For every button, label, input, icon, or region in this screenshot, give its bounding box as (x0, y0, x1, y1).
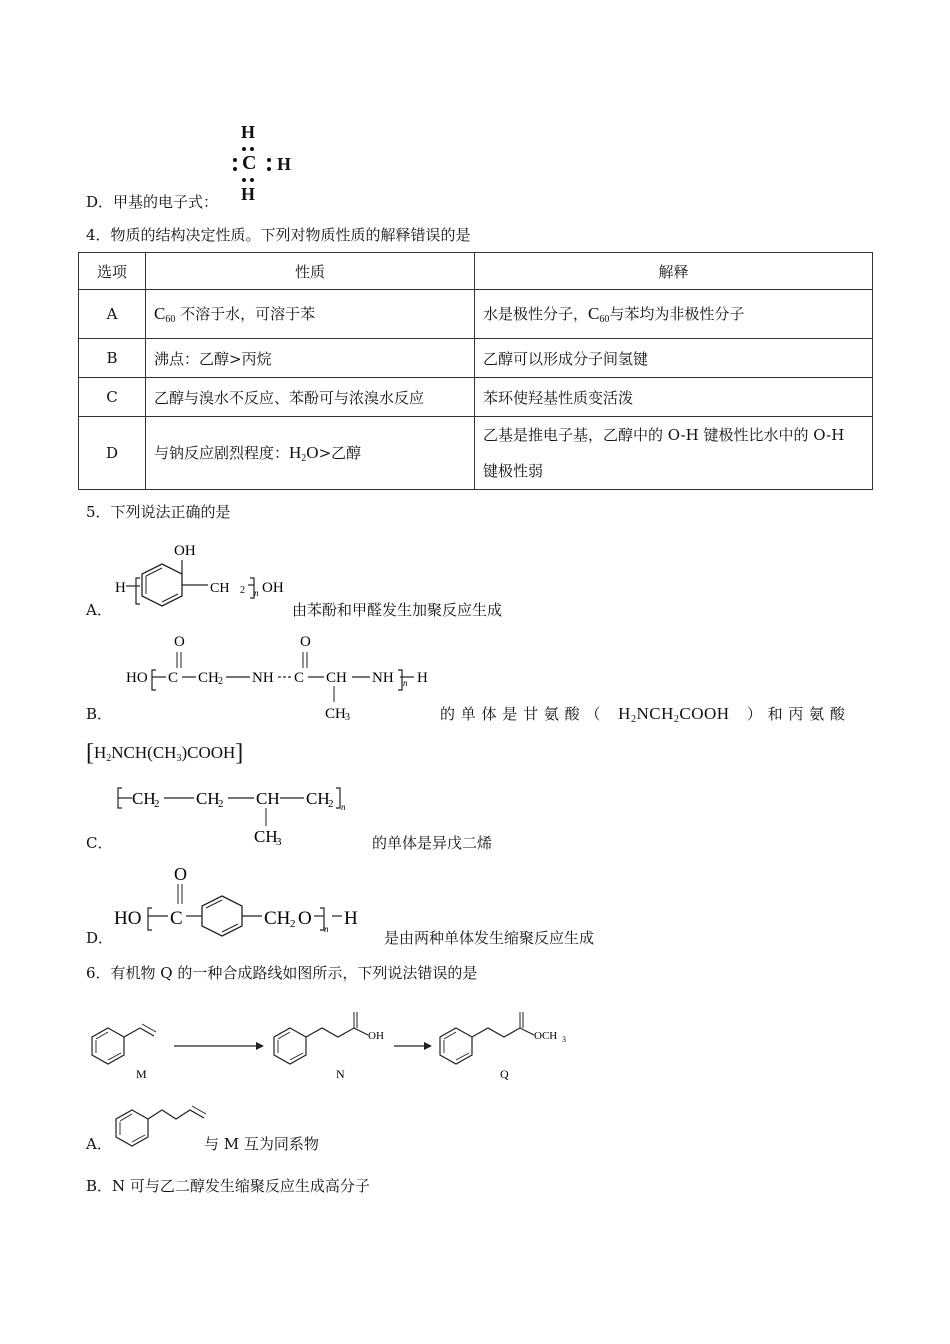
svg-text:n: n (403, 678, 408, 688)
svg-text:2: 2 (240, 585, 245, 596)
methyl-h-bottom: H (241, 184, 256, 204)
table-row (79, 339, 873, 378)
q5d-label: D． (86, 929, 114, 947)
table-row (79, 417, 873, 490)
explanation-cell: 乙醇可以形成分子间氢键 (475, 339, 873, 378)
q4-table (78, 252, 873, 490)
explanation-cell: 乙基是推电子基，乙醇中的 O-H 键极性比水中的 O-H 键极性弱 (475, 417, 873, 490)
methyl-h-right: H (277, 154, 292, 174)
svg-text:CH: CH (132, 789, 156, 808)
svg-text:CH: CH (210, 581, 230, 596)
q5b-label: B． (86, 705, 113, 723)
option-cell: D (79, 417, 146, 490)
explanation-cell: 水是极性分子，$C_{60}$与苯均为非极性分子 (475, 290, 873, 339)
svg-text:H: H (115, 580, 126, 596)
svg-text:CH: CH (264, 908, 291, 929)
svg-text:C: C (168, 670, 179, 686)
property-cell: $C_{60}$ 不溶于水，可溶于苯 (146, 290, 475, 339)
label-n: N (336, 1067, 345, 1081)
svg-text:2: 2 (218, 798, 224, 810)
svg-text:H: H (344, 908, 358, 929)
property-cell: 沸点：乙醇>丙烷 (146, 339, 475, 378)
svg-text:CH: CH (196, 789, 220, 808)
svg-text:CH: CH (325, 706, 346, 722)
q6-stem: 6．有机物 Q 的一种合成路线如图所示，下列说法错误的是 (86, 964, 478, 982)
q6a-structure (112, 1094, 208, 1150)
q5d-structure (112, 858, 384, 946)
svg-text:2: 2 (290, 918, 296, 930)
q5c-text: 的单体是异戊二烯 (372, 834, 493, 852)
table-header: 解释 (475, 253, 873, 290)
q5a-label: A． (86, 601, 112, 619)
c60-formula: $C_{60}$ (154, 304, 176, 325)
svg-text:O: O (298, 908, 312, 929)
alanine-formula: $[H_2NCH(CH_3)COOH]$ (86, 740, 244, 766)
h2o-formula: $H_2O$ (289, 443, 319, 464)
q5b-text: 的 单 体 是 甘 氨 酸 （ $H_2NCH_2COOH$ ） 和 丙 氨 酸 (440, 704, 846, 725)
table-header: 性质 (146, 253, 475, 290)
methyl-h-top: H (241, 122, 256, 142)
q6a-text: 与 M 互为同系物 (204, 1135, 319, 1153)
svg-text:OH: OH (262, 580, 284, 596)
label-oh: OH (368, 1030, 384, 1042)
q5d-text: 是由两种单体发生缩聚反应生成 (384, 929, 595, 947)
q5c-structure (112, 776, 352, 850)
svg-text:3: 3 (276, 836, 282, 848)
q5-stem: 5．下列说法正确的是 (86, 503, 231, 521)
label-och3: OCH (534, 1030, 558, 1042)
q5a-text: 由苯酚和甲醛发生加聚反应生成 (292, 601, 503, 619)
svg-text:O: O (174, 634, 185, 650)
svg-text:O: O (174, 864, 187, 884)
q6b-text: B．N 可与乙二醇发生缩聚反应生成高分子 (86, 1177, 370, 1195)
svg-text:CH: CH (254, 827, 278, 846)
methyl-c: C (242, 152, 257, 174)
table-header: 选项 (79, 253, 146, 290)
property-cell: 与钠反应剧烈程度：$H_2O>$乙醇 (146, 417, 475, 490)
svg-text:3: 3 (345, 712, 350, 723)
q6-synthesis-route (86, 1000, 586, 1084)
q5b-structure (124, 628, 434, 724)
glycine-formula: $H_2NCH_2COOH$ (618, 704, 730, 725)
svg-text:C: C (294, 670, 305, 686)
svg-text:CH: CH (326, 670, 347, 686)
svg-text:2: 2 (218, 676, 223, 687)
methyl-electron-formula (230, 122, 300, 206)
svg-text:CH: CH (306, 789, 330, 808)
option-cell: A (79, 290, 146, 339)
label-m: M (136, 1067, 147, 1081)
q4-stem: 4．物质的结构决定性质。下列对物质性质的解释错误的是 (86, 226, 471, 244)
table-row (79, 378, 873, 417)
svg-text:n: n (341, 802, 346, 812)
svg-text:2: 2 (328, 798, 334, 810)
property-cell: 乙醇与溴水不反应、苯酚可与浓溴水反应 (146, 378, 475, 417)
svg-text:OH: OH (174, 543, 196, 559)
svg-text:CH: CH (198, 670, 219, 686)
explanation-cell: 苯环使羟基性质变活泼 (475, 378, 873, 417)
svg-text:HO: HO (126, 670, 148, 686)
table-header-row (79, 253, 873, 290)
svg-text:3: 3 (562, 1035, 566, 1044)
q3d-label: D．甲基的电子式： (86, 193, 219, 211)
svg-text:CH: CH (256, 789, 280, 808)
svg-text:H: H (417, 670, 428, 686)
q6a-label: A． (86, 1135, 112, 1153)
svg-text:NH: NH (252, 670, 274, 686)
option-cell: C (79, 378, 146, 417)
svg-text:2: 2 (154, 798, 160, 810)
svg-text:O: O (300, 634, 311, 650)
svg-text:HO: HO (114, 908, 142, 929)
label-q: Q (500, 1067, 509, 1081)
q5c-label: C． (86, 834, 113, 852)
option-cell: B (79, 339, 146, 378)
svg-text:n: n (254, 588, 259, 598)
c60-formula: $C_{60}$ (588, 304, 610, 325)
svg-text:NH: NH (372, 670, 394, 686)
svg-text:n: n (324, 924, 329, 934)
table-row (79, 290, 873, 339)
svg-text:C: C (170, 908, 183, 929)
q5a-structure (112, 538, 292, 618)
